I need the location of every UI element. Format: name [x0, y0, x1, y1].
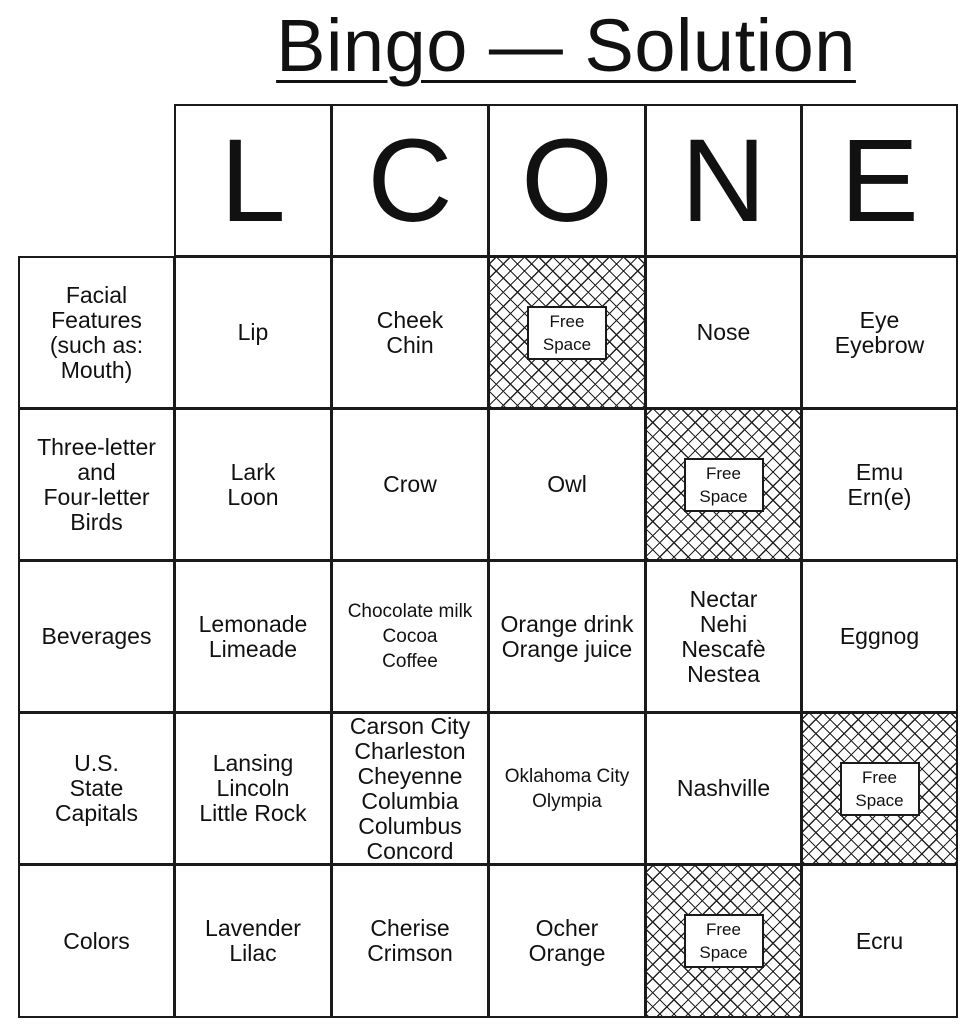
header-letter: N — [680, 114, 767, 247]
answer-cell — [488, 864, 646, 1018]
answer-text: Lansing Lincoln Little Rock — [199, 750, 307, 826]
bingo-board — [18, 104, 958, 1018]
answer-text: Ecru — [855, 927, 904, 954]
answer-cell — [331, 408, 489, 561]
free-space-label: Free Space — [840, 762, 920, 816]
answer-cell — [801, 864, 958, 1018]
answer-text: Lavender Lilac — [205, 915, 301, 966]
answer-text: Lark Loon — [227, 458, 279, 510]
answer-cell — [801, 256, 958, 409]
header-cell-c — [331, 104, 489, 257]
header-letter: L — [220, 114, 286, 247]
free-space-cell — [645, 408, 802, 561]
answer-text: Crow — [383, 471, 437, 497]
answer-text: Emu Ern(e) — [847, 458, 912, 510]
free-space-cell — [801, 712, 958, 865]
answer-text: Lemonade Limeade — [198, 610, 308, 662]
category-cell — [18, 560, 175, 713]
answer-text: Cheek Chin — [376, 306, 444, 358]
answer-text: Carson City Charleston Cheyenne Columbia Columbus Concord — [349, 712, 471, 864]
answer-text: Nashville — [676, 775, 771, 801]
answer-text: Nectar Nehi Nescafè Nestea — [681, 585, 766, 687]
answer-cell — [645, 256, 802, 409]
answer-text: Eggnog — [839, 623, 920, 649]
category-label: U.S. State Capitals — [54, 750, 139, 826]
header-cell-o — [488, 104, 646, 257]
header-letter: C — [367, 114, 453, 247]
answer-cell — [801, 408, 958, 561]
answer-cell — [331, 712, 489, 865]
category-cell — [18, 408, 175, 561]
answer-text: Cherise Crimson — [367, 915, 453, 966]
category-label: Facial Features (such as: Mouth) — [49, 281, 144, 383]
answer-cell — [645, 560, 802, 713]
free-space-label: Free Space — [684, 914, 764, 968]
answer-text: Orange drink Orange juice — [500, 610, 634, 662]
answer-text: Chocolate milk Cocoa Coffee — [347, 601, 473, 672]
free-space-cell — [488, 256, 646, 409]
answer-cell — [488, 712, 646, 865]
answer-cell — [331, 864, 489, 1018]
header-letter: E — [840, 114, 919, 247]
answer-cell — [174, 712, 332, 865]
category-label: Beverages — [41, 623, 152, 649]
header-letter: O — [521, 114, 613, 247]
answer-text: Owl — [547, 471, 587, 497]
category-cell — [18, 712, 175, 865]
page-title: Bingo — Solution — [276, 4, 856, 87]
header-cell-n — [645, 104, 802, 257]
category-cell — [18, 256, 175, 409]
answer-cell — [645, 712, 802, 865]
answer-text: Lip — [237, 319, 269, 345]
category-label: Colors — [63, 927, 130, 954]
header-cell-l — [174, 104, 332, 257]
category-label: Three-letter and Four-letter Birds — [37, 433, 156, 535]
answer-cell — [801, 560, 958, 713]
header-cell-e — [801, 104, 958, 257]
category-cell — [18, 864, 175, 1018]
answer-cell — [174, 560, 332, 713]
answer-cell — [488, 408, 646, 561]
free-space-cell — [645, 864, 802, 1018]
free-space-label: Free Space — [684, 458, 764, 512]
free-space-label: Free Space — [527, 306, 607, 360]
answer-cell — [331, 256, 489, 409]
answer-text: Nose — [696, 319, 751, 345]
answer-cell — [174, 864, 332, 1018]
answer-text: Oklahoma City Olympia — [504, 765, 630, 812]
answer-cell — [488, 560, 646, 713]
answer-text: Eye Eyebrow — [834, 306, 925, 358]
answer-cell — [331, 560, 489, 713]
answer-text: Ocher Orange — [528, 915, 606, 966]
answer-cell — [174, 256, 332, 409]
answer-cell — [174, 408, 332, 561]
